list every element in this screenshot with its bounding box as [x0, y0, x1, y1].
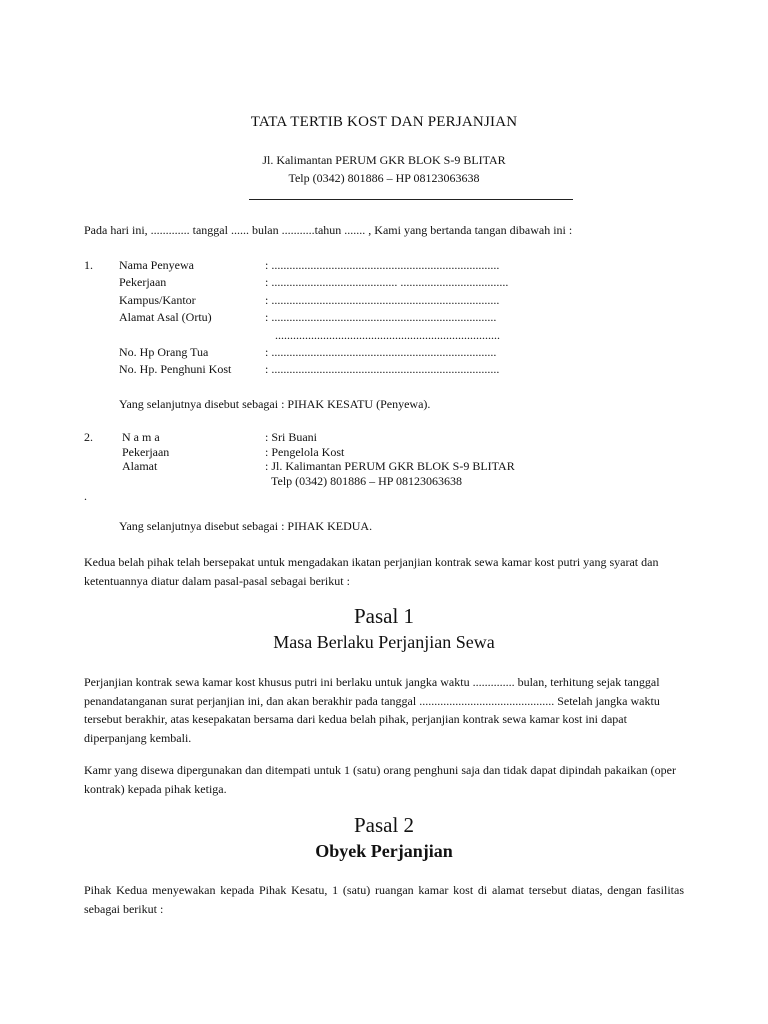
- party2-dot: .: [84, 489, 87, 503]
- party1-label-parent-phone: No. Hp Orang Tua: [119, 345, 209, 359]
- document-title: TATA TERTIB KOST DAN PERJANJIAN: [250, 114, 518, 130]
- party2-number: 2.: [84, 430, 93, 444]
- party1-value-address: : ...........................................................................: [265, 310, 497, 324]
- party1-label-job: Pekerjaan: [119, 275, 167, 289]
- pasal2-paragraph-1: Pihak Kedua menyewakan kepada Pihak Kesatu, 1 (satu) ruangan kamar kost di alamat tersebut diatas, dengan fasilitas sebagai berikut :: [84, 883, 684, 916]
- party2-label-name: N a m a: [122, 430, 160, 444]
- party2-label-address: Alamat: [122, 459, 158, 473]
- agreement-paragraph: Kedua belah pihak telah bersepakat untuk mengadakan ikatan perjanjian kontrak sewa kamar kost putri yang syarat dan ketentuannya diatur dalam pasal-pasal sebagai berikut :: [84, 555, 659, 588]
- pasal2-subheading: Obyek Perjanjian: [315, 841, 453, 861]
- pasal1-subheading: Masa Berlaku Perjanjian Sewa: [273, 632, 495, 652]
- party1-label-name: Nama Penyewa: [119, 258, 194, 272]
- party1-note: Yang selanjutnya disebut sebagai : PIHAK KESATU (Penyewa).: [119, 397, 431, 411]
- intro-text: Pada hari ini, ............. tanggal ...... bulan ...........tahun ....... , Kami yang bertanda tangan dibawah ini :: [84, 223, 573, 237]
- party2-value-address: : Jl. Kalimantan PERUM GKR BLOK S-9 BLITAR: [265, 459, 515, 473]
- header-phone: Telp (0342) 801886 – HP 08123063638: [288, 171, 480, 185]
- party2-value-job: : Pengelola Kost: [265, 445, 345, 459]
- party1-label-address: Alamat Asal (Ortu): [119, 310, 212, 324]
- party2-label-job: Pekerjaan: [122, 445, 170, 459]
- party1-value-job: : .......................................... ....................................: [265, 275, 509, 289]
- party1-value-campus: : ............................................................................: [265, 293, 500, 307]
- party1-label-tenant-phone: No. Hp. Penghuni Kost: [119, 362, 232, 376]
- party1-label-campus: Kampus/Kantor: [119, 293, 196, 307]
- party1-value-parent-phone: : ...........................................................................: [265, 345, 497, 359]
- pasal1-heading: Pasal 1: [353, 604, 415, 628]
- party1-number: 1.: [84, 258, 93, 272]
- party1-value-tenant-phone: : ............................................................................: [265, 362, 500, 376]
- party2-value-phone: Telp (0342) 801886 – HP 08123063638: [271, 474, 463, 488]
- party1-value-name: : ............................................................................: [265, 258, 500, 272]
- party1-value-address-line2: ...........................................................................: [275, 328, 500, 342]
- party2-value-name: : Sri Buani: [265, 430, 318, 444]
- header-address: Jl. Kalimantan PERUM GKR BLOK S-9 BLITAR: [262, 153, 506, 167]
- pasal1-paragraph-2: Kamr yang disewa dipergunakan dan ditempati untuk 1 (satu) orang penghuni saja dan tidak dapat dipindah pakaikan (oper kontrak) kepada pihak ketiga.: [84, 763, 676, 796]
- pasal1-paragraph-1: Perjanjian kontrak sewa kamar kost khusus putri ini berlaku untuk jangka waktu .............. bulan, terhitung sejak tanggal penandatanganan surat perjanjian ini, dan akan berakhir pada tanggal ............................................. Setelah jangka waktu tersebut berakhir, atas kesepakatan bersama dari kedua belah pihak, perjanjian kontrak sewa kamar kost ini dapat diperpanjang kembali.: [84, 675, 660, 745]
- header-divider: [249, 199, 573, 200]
- pasal2-heading: Pasal 2: [353, 813, 415, 837]
- party2-note: Yang selanjutnya disebut sebagai : PIHAK KEDUA.: [119, 519, 373, 533]
